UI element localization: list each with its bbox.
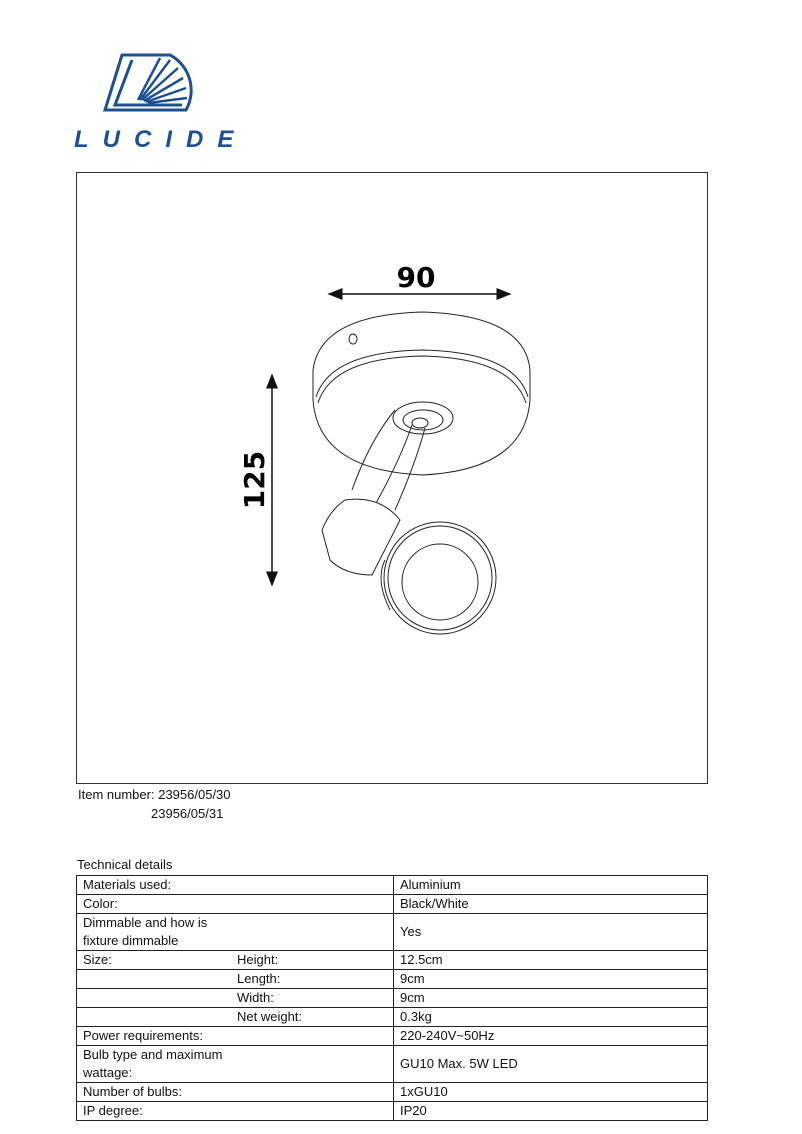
- table-row: [77, 1008, 708, 1027]
- spec-label-cell: [77, 1027, 394, 1046]
- table-row: [77, 1083, 708, 1102]
- table-row: [77, 876, 708, 895]
- width-dimension-label: 90: [396, 261, 436, 294]
- spec-label-cell: [77, 970, 394, 989]
- item-number: [78, 785, 231, 823]
- spec-sublabel: Net weight:: [237, 1009, 303, 1024]
- spec-value: 9cm: [394, 970, 708, 989]
- technical-details-table: [76, 875, 708, 1121]
- spec-label: Dimmable and how is fixture dimmable: [83, 915, 208, 948]
- table-row: [77, 895, 708, 914]
- table-row: [77, 914, 708, 951]
- drawing-frame: [76, 172, 708, 784]
- spec-label-cell: [77, 989, 394, 1008]
- spec-label: Materials used:: [83, 877, 172, 892]
- height-dimension-label: 125: [238, 450, 271, 510]
- spec-sublabel: Width:: [237, 990, 274, 1005]
- spec-label-cell: [77, 914, 394, 951]
- brand-wordmark: LUCIDE: [74, 126, 248, 153]
- item-number-value: 23956/05/30: [158, 787, 231, 802]
- spec-value: IP20: [394, 1102, 708, 1121]
- table-row: [77, 1027, 708, 1046]
- spec-sublabel: Length:: [237, 971, 281, 986]
- spec-label-cell: [77, 876, 394, 895]
- spec-label: IP degree:: [83, 1103, 143, 1118]
- item-number-value: 23956/05/31: [151, 806, 224, 821]
- spec-label-cell: [77, 1083, 394, 1102]
- spec-value: 0.3kg: [394, 1008, 708, 1027]
- spec-value: Yes: [394, 914, 708, 951]
- table-row: [77, 1046, 708, 1083]
- spec-value: Black/White: [394, 895, 708, 914]
- spec-label-cell: [77, 951, 394, 970]
- spec-label: Size:: [83, 952, 112, 967]
- spec-label-cell: [77, 895, 394, 914]
- spec-label: Number of bulbs:: [83, 1084, 182, 1099]
- spec-value: GU10 Max. 5W LED: [394, 1046, 708, 1083]
- spec-label-cell: [77, 1102, 394, 1121]
- table-row: [77, 989, 708, 1008]
- spec-value: 9cm: [394, 989, 708, 1008]
- table-row: [77, 951, 708, 970]
- spec-sublabel: Height:: [237, 952, 279, 967]
- table-row: [77, 1102, 708, 1121]
- spec-label-cell: [77, 1046, 394, 1083]
- spec-label: Power requirements:: [83, 1028, 203, 1043]
- spec-label-cell: [77, 1008, 394, 1027]
- spec-value: 1xGU10: [394, 1083, 708, 1102]
- spec-value: 220-240V~50Hz: [394, 1027, 708, 1046]
- item-number-label: Item number:: [78, 787, 155, 802]
- spec-label: Color:: [83, 896, 118, 911]
- spec-value: 12.5cm: [394, 951, 708, 970]
- spec-label: Bulb type and maximum wattage:: [83, 1047, 223, 1080]
- technical-details-title: Technical details: [77, 857, 173, 872]
- table-row: [77, 970, 708, 989]
- spec-value: Aluminium: [394, 876, 708, 895]
